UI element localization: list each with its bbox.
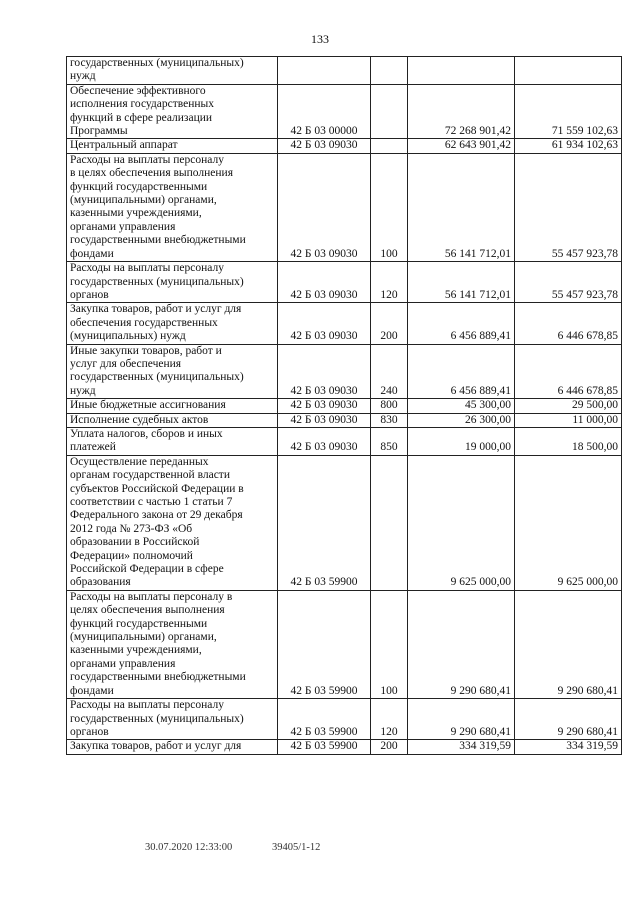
row-code: 42 Б 03 09030 (278, 427, 371, 455)
row-amount-year2: 11 000,00 (515, 413, 622, 427)
row-amount-year1: 6 456 889,41 (408, 344, 515, 399)
row-amount-year1: 9 290 680,41 (408, 590, 515, 698)
row-code: 42 Б 03 59900 (278, 740, 371, 754)
row-amount-year2: 55 457 923,78 (515, 262, 622, 303)
table-row (67, 139, 622, 153)
row-amount-year1: 9 625 000,00 (408, 455, 515, 590)
row-name: Иные закупки товаров, работ и услуг для обеспечения государственных (муниципальных) нужд (67, 344, 278, 399)
row-amount-year1: 6 456 889,41 (408, 303, 515, 344)
row-name: Расходы на выплаты персоналу государственных (муниципальных) органов (67, 699, 278, 740)
table-row (67, 262, 622, 303)
row-expense-type (371, 455, 408, 590)
row-name: Иные бюджетные ассигнования (67, 399, 278, 413)
row-amount-year1: 72 268 901,42 (408, 84, 515, 139)
row-amount-year2: 9 625 000,00 (515, 455, 622, 590)
row-name: Расходы на выплаты персоналу в целях обеспечения выполнения функций государственными (муниципальными) органами, казенными учреждениями, органами управления государственными внебюджетными фондами (67, 590, 278, 698)
row-name: Закупка товаров, работ и услуг для обеспечения государственных (муниципальных) нужд (67, 303, 278, 344)
row-name: Уплата налогов, сборов и иных платежей (67, 427, 278, 455)
row-name: государственных (муниципальных) нужд (67, 57, 278, 85)
row-amount-year2: 9 290 680,41 (515, 699, 622, 740)
table-row (67, 699, 622, 740)
row-code: 42 Б 03 09030 (278, 344, 371, 399)
row-expense-type: 100 (371, 153, 408, 261)
row-code: 42 Б 03 59900 (278, 590, 371, 698)
row-code: 42 Б 03 09030 (278, 399, 371, 413)
row-amount-year2: 71 559 102,63 (515, 84, 622, 139)
row-amount-year2: 29 500,00 (515, 399, 622, 413)
budget-table-body (67, 57, 622, 755)
row-name: Осуществление переданных органам государственной власти субъектов Российской Федерации в соответствии с частью 1 статьи 7 Федерального закона от 29 декабря 2012 года № 273-ФЗ «Об образовании в Российской Федерации» полномочий Российской Федерации в сфере образования (67, 455, 278, 590)
row-amount-year2: 334 319,59 (515, 740, 622, 754)
budget-table (66, 56, 622, 755)
row-expense-type: 800 (371, 399, 408, 413)
row-amount-year1: 26 300,00 (408, 413, 515, 427)
row-amount-year1: 62 643 901,42 (408, 139, 515, 153)
row-name: Расходы на выплаты персоналу государственных (муниципальных) органов (67, 262, 278, 303)
row-expense-type: 120 (371, 699, 408, 740)
footer-doc-number: 39405/1-12 (272, 842, 321, 853)
table-row (67, 84, 622, 139)
row-name: Закупка товаров, работ и услуг для (67, 740, 278, 754)
row-amount-year1 (408, 57, 515, 85)
row-expense-type: 200 (371, 303, 408, 344)
table-row (67, 590, 622, 698)
row-expense-type: 240 (371, 344, 408, 399)
row-amount-year2: 6 446 678,85 (515, 344, 622, 399)
row-amount-year1: 56 141 712,01 (408, 262, 515, 303)
row-code: 42 Б 03 09030 (278, 413, 371, 427)
row-code: 42 Б 03 59900 (278, 455, 371, 590)
table-row (67, 455, 622, 590)
table-row (67, 303, 622, 344)
table-row (67, 413, 622, 427)
row-name: Обеспечение эффективного исполнения государственных функций в сфере реализации Программы (67, 84, 278, 139)
row-expense-type: 200 (371, 740, 408, 754)
row-expense-type: 120 (371, 262, 408, 303)
row-name: Расходы на выплаты персоналу в целях обеспечения выполнения функций государственными (муниципальными) органами, казенными учреждениями, органами управления государственными внебюджетными фондами (67, 153, 278, 261)
row-expense-type: 100 (371, 590, 408, 698)
row-expense-type (371, 57, 408, 85)
row-expense-type (371, 139, 408, 153)
row-amount-year1: 9 290 680,41 (408, 699, 515, 740)
table-row (67, 399, 622, 413)
row-amount-year2 (515, 57, 622, 85)
row-expense-type (371, 84, 408, 139)
row-code: 42 Б 03 09030 (278, 303, 371, 344)
row-amount-year2: 6 446 678,85 (515, 303, 622, 344)
row-amount-year2: 55 457 923,78 (515, 153, 622, 261)
row-name: Центральный аппарат (67, 139, 278, 153)
table-row (67, 740, 622, 754)
row-code: 42 Б 03 00000 (278, 84, 371, 139)
row-expense-type: 830 (371, 413, 408, 427)
row-amount-year1: 334 319,59 (408, 740, 515, 754)
row-name: Исполнение судебных актов (67, 413, 278, 427)
row-amount-year1: 45 300,00 (408, 399, 515, 413)
row-code (278, 57, 371, 85)
row-amount-year1: 56 141 712,01 (408, 153, 515, 261)
row-code: 42 Б 03 09030 (278, 153, 371, 261)
row-code: 42 Б 03 09030 (278, 139, 371, 153)
table-row (67, 427, 622, 455)
footer-timestamp: 30.07.2020 12:33:00 (145, 842, 233, 853)
row-amount-year2: 61 934 102,63 (515, 139, 622, 153)
table-row (67, 153, 622, 261)
row-amount-year2: 9 290 680,41 (515, 590, 622, 698)
row-code: 42 Б 03 09030 (278, 262, 371, 303)
row-amount-year1: 19 000,00 (408, 427, 515, 455)
table-row (67, 344, 622, 399)
page-number: 133 (311, 32, 329, 46)
row-code: 42 Б 03 59900 (278, 699, 371, 740)
table-row (67, 57, 622, 85)
row-expense-type: 850 (371, 427, 408, 455)
row-amount-year2: 18 500,00 (515, 427, 622, 455)
